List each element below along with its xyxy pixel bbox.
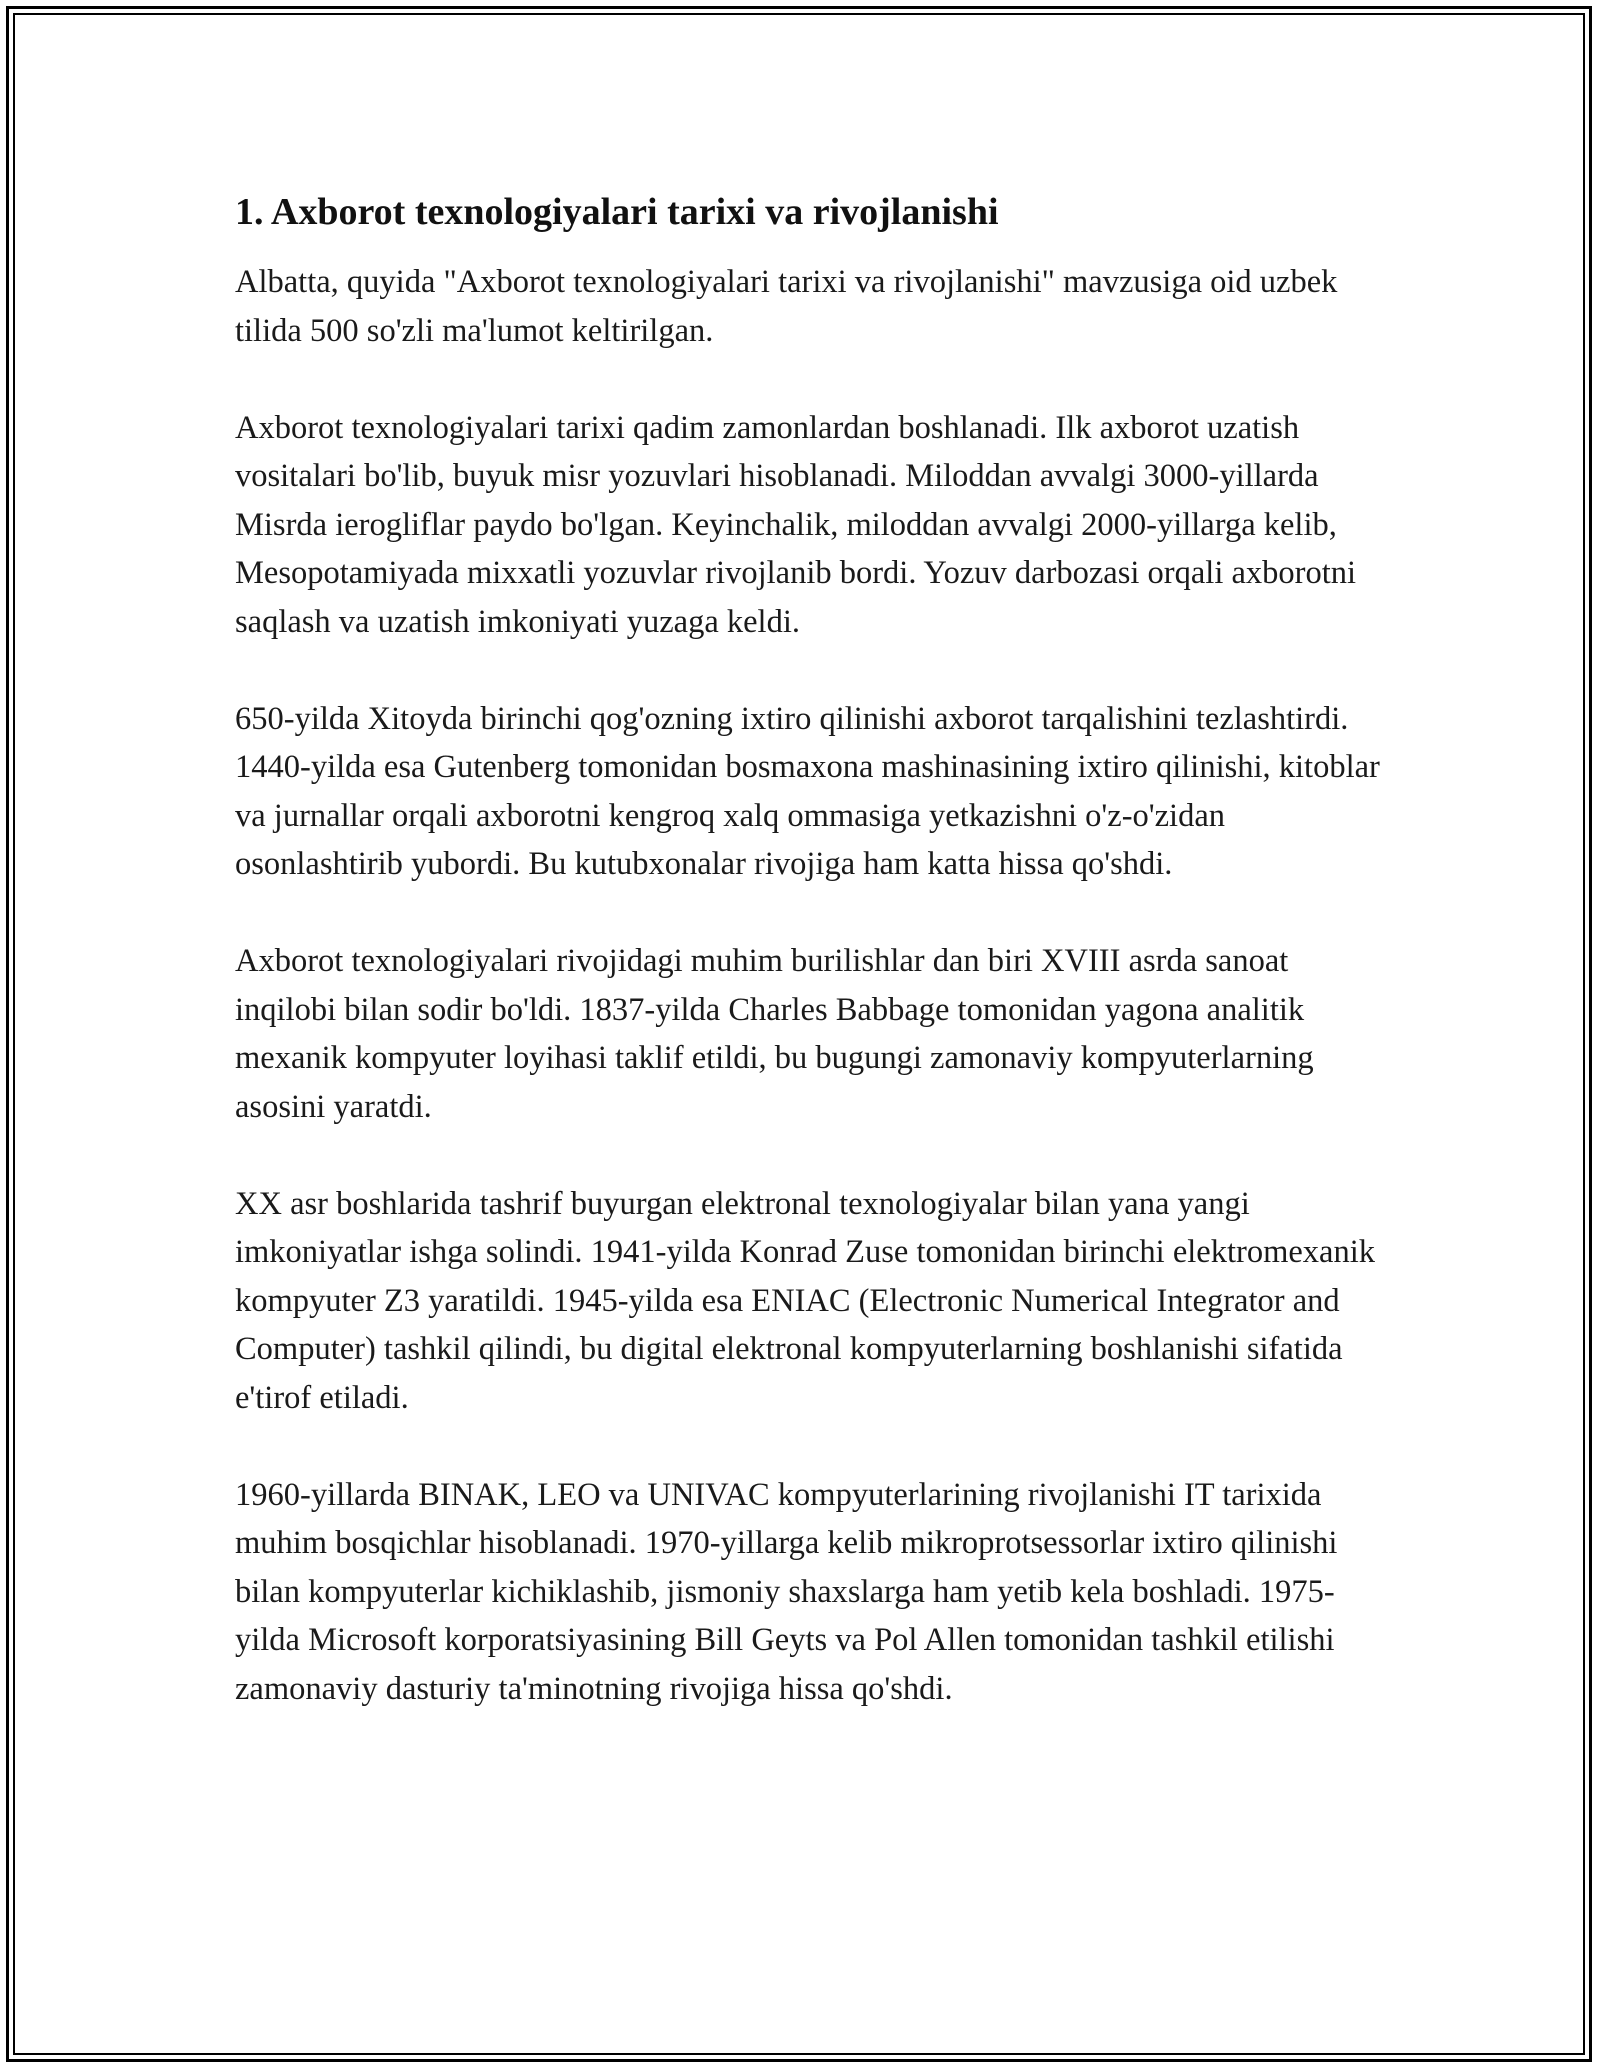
paragraph-modern-computing: 1960-yillarda BINAK, LEO va UNIVAC kompyuterlarining rivojlanishi IT tarixida muhim bosqichlar hisoblanadi. 1970-yillarga kelib mikroprotsessorlar ixtiro qilinishi bilan kompyuterlar kichiklashib, jismoniy shaxslarga ham yetib kela boshladi. 1975-yilda Microsoft korporatsiyasining Bill Geyts va Pol Allen tomonidan tashkil etilishi zamonaviy dasturiy ta'minotning rivojiga hissa qo'shdi. xyxy=(235,1476,1338,1707)
paragraph-intro: Albatta, quyida "Axborot texnologiyalari tarixi va rivojlanishi" mavzusiga oid uzbek tilida 500 so'zli ma'lumot keltirilgan. xyxy=(235,264,1338,349)
paragraph-industrial-revolution: Axborot texnologiyalari rivojidagi muhim burilishlar dan biri XVIII asrda sanoat inqilobi bilan sodir bo'ldi. 1837-yilda Charles Babbage tomonidan yagona analitik mexanik kompyuter loyihasi taklif etildi, bu bugungi zamonaviy kompyuterlarning asosini yaratdi. xyxy=(235,943,1314,1125)
document-title: 1. Axborot texnologiyalari tarixi va rivojlanishi xyxy=(235,191,999,233)
paragraph-ancient-writing: Axborot texnologiyalari tarixi qadim zamonlardan boshlanadi. Ilk axborot uzatish vositalari bo'lib, buyuk misr yozuvlari hisoblanadi. Miloddan avvalgi 3000-yillarda Misrda ierogliflar paydo bo'lgan. Keyinchalik, miloddan avvalgi 2000-yillarga kelib, Mesopotamiyada mixxatli yozuvlar rivojlanib bordi. Yozuv darbozasi orqali axborotni saqlash va uzatish imkoniyati yuzaga keldi. xyxy=(235,409,1357,640)
document-body xyxy=(235,188,1395,1713)
paragraph-paper-printing: 650-yilda Xitoyda birinchi qog'ozning ixtiro qilinishi axborot tarqalishini tezlashtirdi. 1440-yilda esa Gutenberg tomonidan bosmaxona mashinasining ixtiro qilinishi, kitoblar va jurnallar orqali axborotni kengroq xalq ommasiga yetkazishni o'z-o'zidan osonlashtirib yubordi. Bu kutubxonalar rivojiga ham katta hissa qo'shdi. xyxy=(235,700,1380,882)
paragraph-electronic-computers: XX asr boshlarida tashrif buyurgan elektronal texnologiyalar bilan yana yangi imkoniyatlar ishga solindi. 1941-yilda Konrad Zuse tomonidan birinchi elektromexanik kompyuter Z3 yaratildi. 1945-yilda esa ENIAC (Electronic Numerical Integrator and Computer) tashkil qilindi, bu digital elektronal kompyuterlarning boshlanishi sifatida e'tirof etiladi. xyxy=(235,1185,1375,1416)
